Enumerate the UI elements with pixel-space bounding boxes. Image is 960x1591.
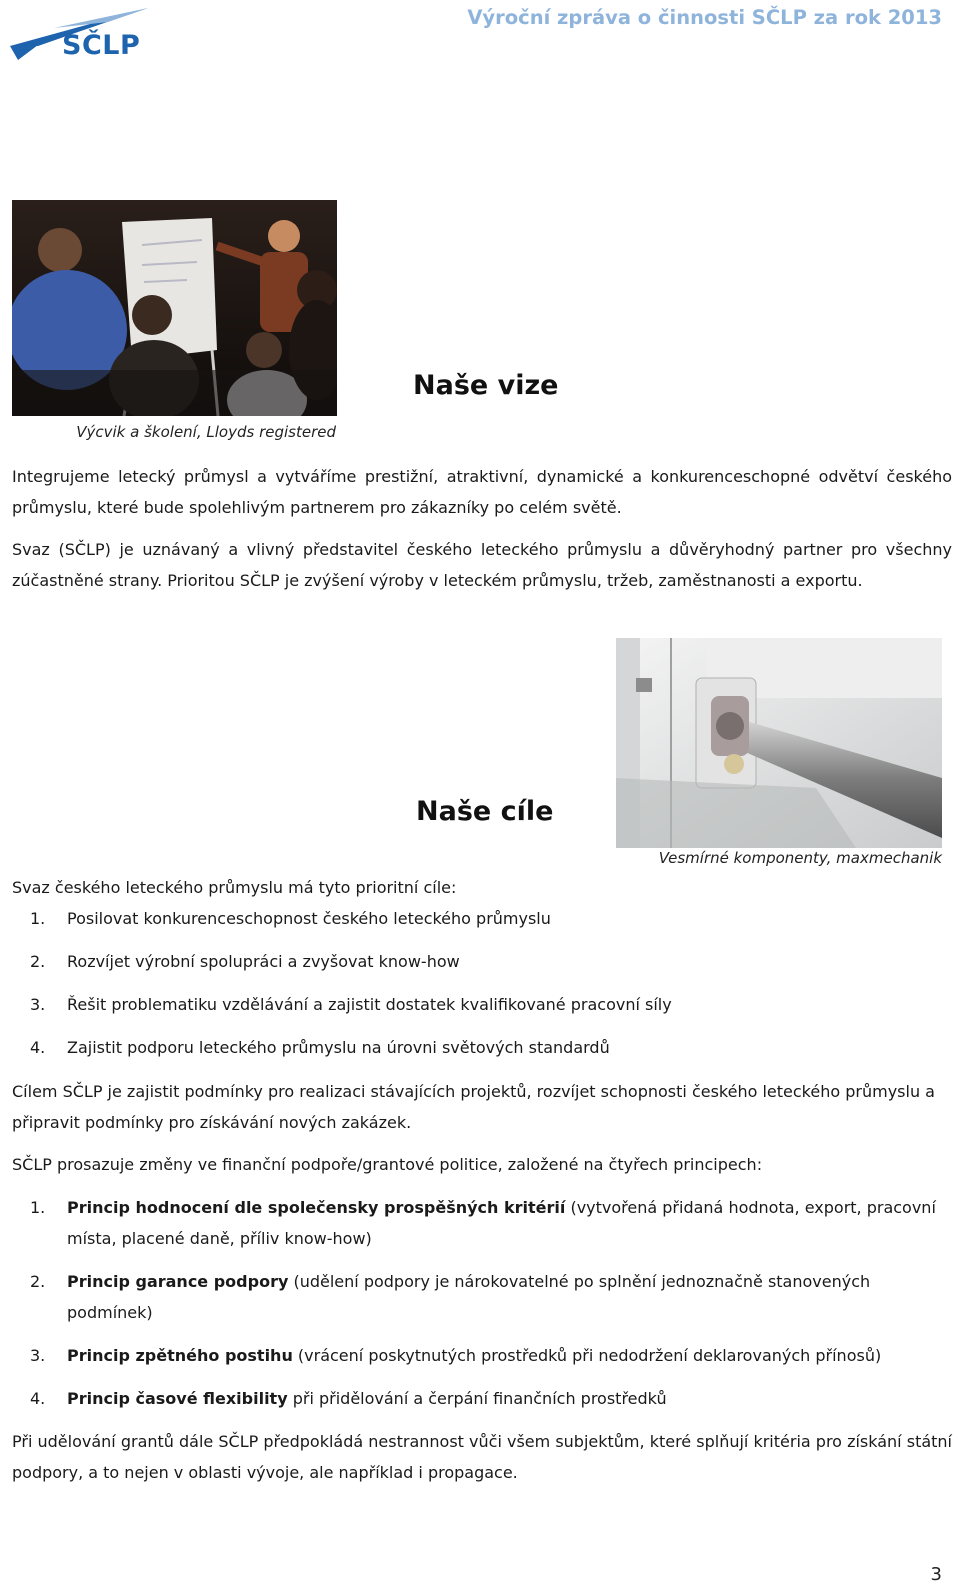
vision-paragraph: Svaz (SČLP) je uznávaný a vlivný představitel českého leteckého průmyslu a důvěryhodný partner pro všechny zúčastněné strany. Prioritou SČLP je zvýšení výroby v leteckém průmyslu, tržeb, zaměstnanosti a exportu. xyxy=(12,540,952,590)
report-title: Výroční zpráva o činnosti SČLP za rok 2013 xyxy=(467,6,942,29)
space-components-caption: Vesmírné komponenty, maxmechanik xyxy=(658,849,942,867)
goals-intro: Svaz českého leteckého průmyslu má tyto prioritní cíle: xyxy=(12,878,457,897)
principle-detail: při přidělování a čerpání finančních prostředků xyxy=(287,1389,667,1408)
training-photo-caption: Výcvik a školení, Lloyds registered xyxy=(76,423,336,441)
vision-paragraph: Integrujeme letecký průmysl a vytváříme prestižní, atraktivní, dynamické a konkurenceschopné odvětví českého průmyslu, které bude spolehlivým partnerem pro zákazníky po celém světě. xyxy=(12,467,952,517)
logo-text: SČLP xyxy=(62,30,141,61)
principle-name: Princip garance podpory xyxy=(67,1272,289,1291)
goal-number: 3. xyxy=(30,995,46,1014)
goal-text: Zajistit podporu leteckého průmyslu na úrovni světových standardů xyxy=(67,1038,610,1057)
principle-name: Princip časové flexibility xyxy=(67,1389,288,1408)
goal-text: Řešit problematiku vzdělávání a zajistit dostatek kvalifikované pracovní síly xyxy=(67,995,672,1014)
goal-number: 1. xyxy=(30,909,46,928)
goal-list-item xyxy=(12,989,948,1020)
principle-list-item xyxy=(12,1340,948,1371)
principle-list-item xyxy=(12,1383,948,1414)
vision-heading: Naše vize xyxy=(413,370,559,401)
principle-number: 3. xyxy=(30,1346,46,1365)
space-components-photo xyxy=(616,638,942,848)
goals-heading: Naše cíle xyxy=(416,796,554,827)
goal-number: 2. xyxy=(30,952,46,971)
training-photo xyxy=(12,200,337,416)
principle-detail: (vrácení poskytnutých prostředků při nedodržení deklarovaných přínosů) xyxy=(292,1346,882,1365)
goal-list-item xyxy=(12,1032,948,1063)
closing-paragraph: Při udělování grantů dále SČLP předpokládá nestrannost vůči všem subjektům, které splňují kritéria pro získání státní podpory, a to nejen v oblasti vývoje, ale například i propagace. xyxy=(12,1432,952,1482)
principle-list-item xyxy=(12,1192,948,1254)
principle-list-item xyxy=(12,1266,948,1328)
page-number: 3 xyxy=(930,1564,942,1585)
goal-text: Posilovat konkurenceschopnost českého leteckého průmyslu xyxy=(67,909,551,928)
goal-list-item xyxy=(12,946,948,977)
principle-name: Princip zpětného postihu xyxy=(67,1346,293,1365)
principle-number: 1. xyxy=(30,1198,46,1217)
goal-list-item xyxy=(12,903,948,934)
principle-detail: (vytvořená přidaná hodnota, export, pracovní místa, placené daně, příliv know-how) xyxy=(67,1198,936,1248)
goal-text: Rozvíjet výrobní spolupráci a zvyšovat know-how xyxy=(67,952,460,971)
goals-paragraph: Cílem SČLP je zajistit podmínky pro realizaci stávajících projektů, rozvíjet schopnosti českého leteckého průmyslu a připravit podmínky pro získávání nových zakázek. xyxy=(12,1082,935,1132)
principle-number: 4. xyxy=(30,1389,46,1408)
goal-number: 4. xyxy=(30,1038,46,1057)
sclp-logo xyxy=(8,6,150,64)
principles-intro: SČLP prosazuje změny ve finanční podpoře/grantové politice, založené na čtyřech principech: xyxy=(12,1155,763,1174)
principle-number: 2. xyxy=(30,1272,46,1291)
principle-detail: (udělení podpory je nárokovatelné po splnění jednoznačně stanovených podmínek) xyxy=(67,1272,871,1322)
principle-name: Princip hodnocení dle společensky prospěšných kritérií xyxy=(67,1198,566,1217)
